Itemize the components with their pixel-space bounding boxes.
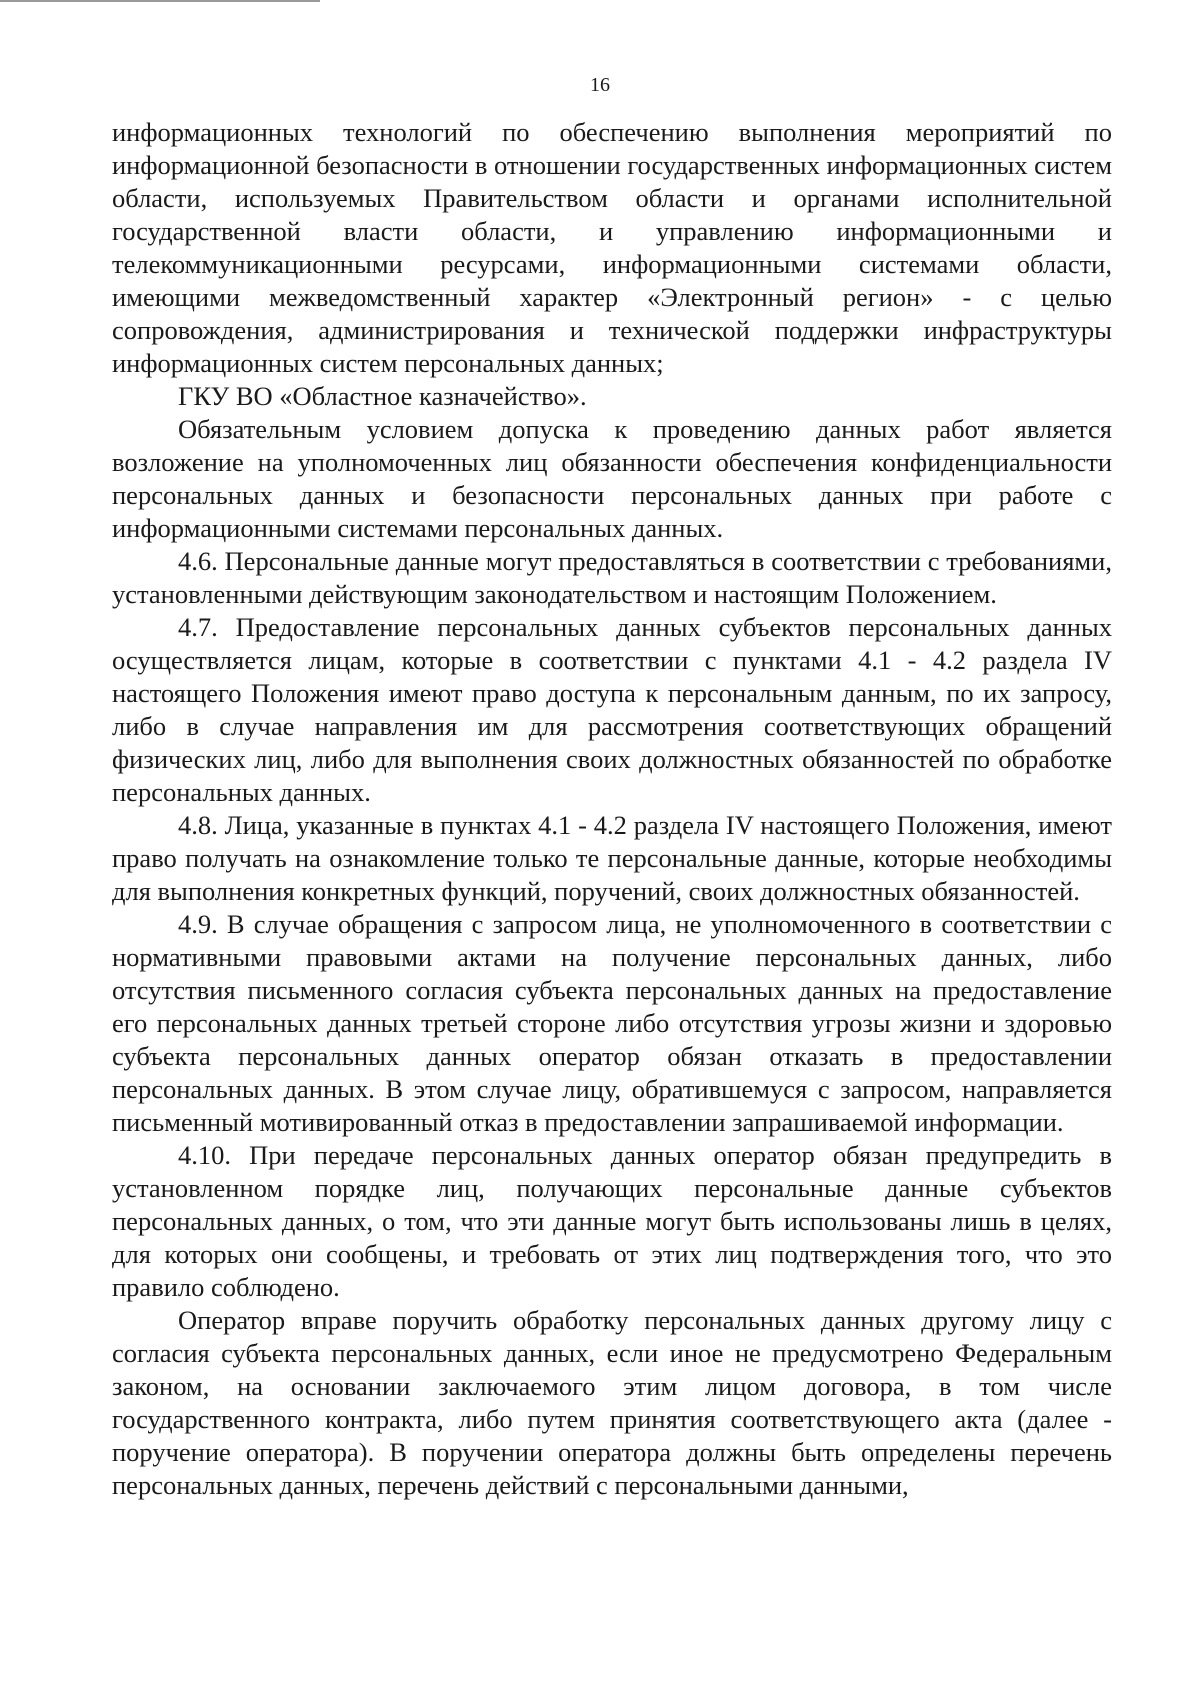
paragraph-4-7: 4.7. Предоставление персональных данных субъектов персональных данных осуществляется лицам, которые в соответствии с пунктами 4.1 - 4.2 раздела IV настоящего Положения имеют право доступа к персональным данным, по их запросу, либо в случае направления им для рассмотрения соответствующих обращений физических лиц, либо для выполнения своих должностных обязанностей по обработке персональных данных. bbox=[112, 612, 1112, 807]
paragraph-4-10: 4.10. При передаче персональных данных оператор обязан предупредить в установленном порядке лиц, получающих персональные данные субъектов персональных данных, о том, что эти данные могут быть использованы лишь в целях, для которых они сообщены, и требовать от этих лиц подтверждения того, что это правило соблюдено. bbox=[112, 1140, 1112, 1302]
paragraph-access-condition: Обязательным условием допуска к проведению данных работ является возложение на уполномоченных лиц обязанности обеспечения конфиденциальности персональных данных и безопасности персональных данных при работе с информационными системами персональных данных. bbox=[112, 414, 1112, 543]
document-body bbox=[112, 116, 1112, 1502]
page-number: 16 bbox=[590, 74, 610, 96]
paragraph-4-8: 4.8. Лица, указанные в пунктах 4.1 - 4.2 раздела IV настоящего Положения, имеют право получать на ознакомление только те персональные данные, которые необходимы для выполнения конкретных функций, поручений, своих должностных обязанностей. bbox=[112, 810, 1112, 906]
paragraph-4-9: 4.9. В случае обращения с запросом лица, не уполномоченного в соответствии с нормативными правовыми актами на получение персональных данных, либо отсутствия письменного согласия субъекта персональных данных на предоставление его персональных данных третьей стороне либо отсутствия угрозы жизни и здоровью субъекта персональных данных оператор обязан отказать в предоставлении персональных данных. В этом случае лицу, обратившемуся с запросом, направляется письменный мотивированный отказ в предоставлении запрашиваемой информации. bbox=[112, 909, 1112, 1137]
paragraph-operator-instruction: Оператор вправе поручить обработку персональных данных другому лицу с согласия субъекта персональных данных, если иное не предусмотрено Федеральным законом, на основании заключаемого этим лицом договора, в том числе государственного контракта, либо путем принятия соответствующего акта (далее - поручение оператора). В поручении оператора должны быть определены перечень персональных данных, перечень действий с персональными данными, bbox=[112, 1305, 1112, 1500]
paragraph-treasury: ГКУ ВО «Областное казначейство». bbox=[178, 381, 587, 411]
scan-edge-line bbox=[0, 0, 320, 2]
paragraph-4-6: 4.6. Персональные данные могут предоставляться в соответствии с требованиями, установленными действующим законодательством и настоящим Положением. bbox=[112, 546, 1112, 609]
paragraph-continuation: информационных технологий по обеспечению выполнения мероприятий по информационной безопасности в отношении государственных информационных систем области, используемых Правительством области и органами исполнительной государственной власти области, и управлению информационными и телекоммуникационными ресурсами, информационными системами области, имеющими межведомственный характер «Электронный регион» - с целью сопровождения, администрирования и технической поддержки инфраструктуры информационных систем персональных данных; bbox=[112, 117, 1112, 378]
